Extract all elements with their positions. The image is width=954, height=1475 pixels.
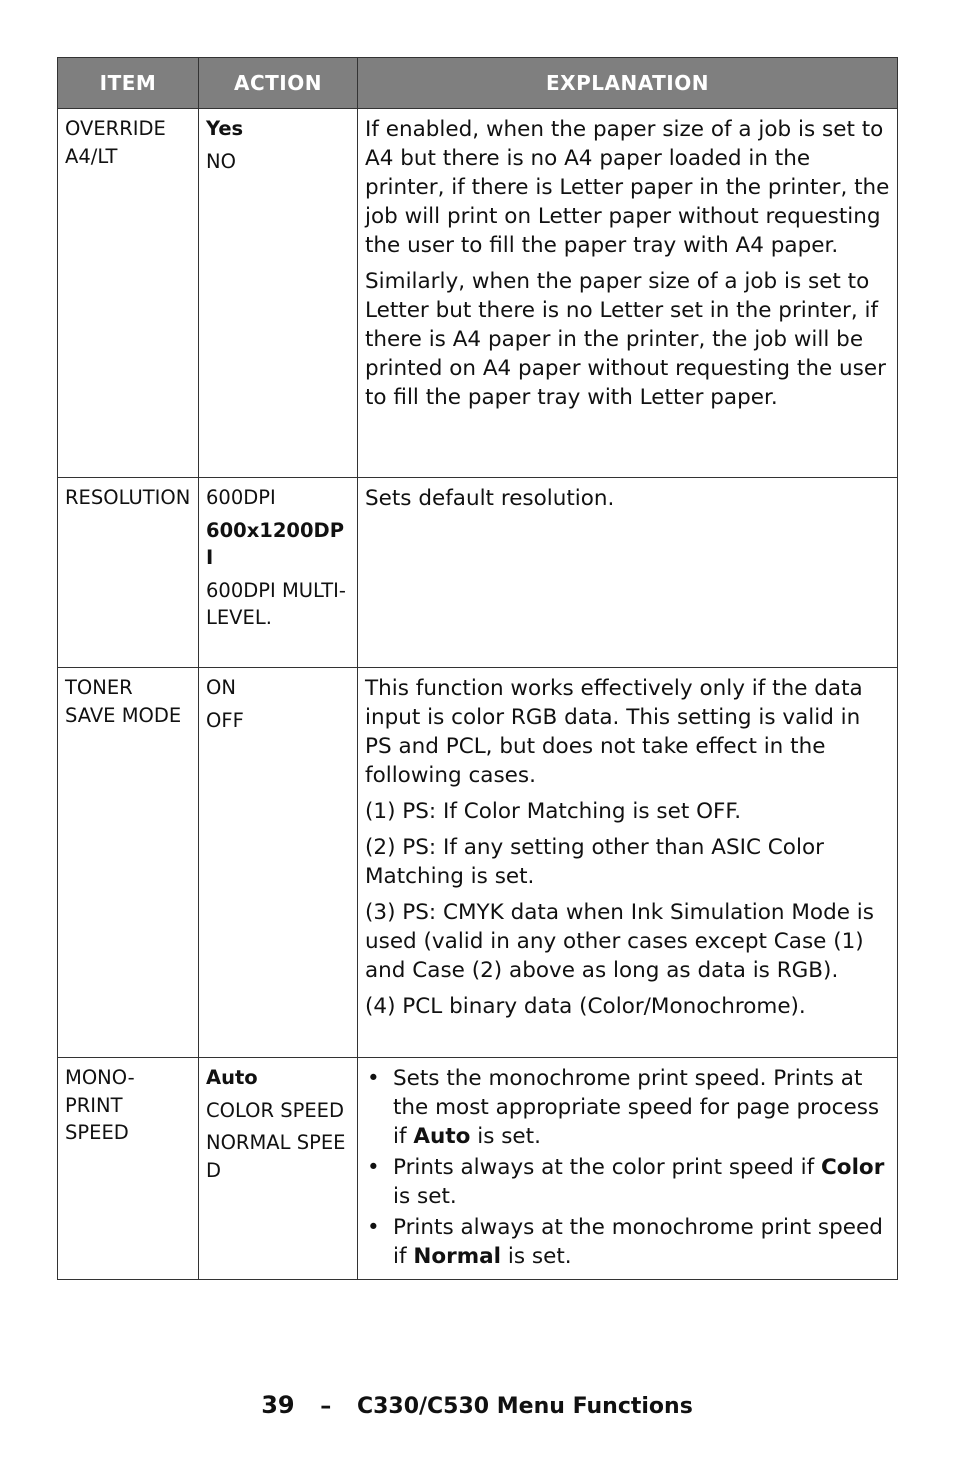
action-option: NO <box>206 149 236 173</box>
action-cell <box>199 668 358 1058</box>
item-label: OVERRIDE <box>65 117 166 140</box>
item-label: MONO- <box>65 1066 135 1089</box>
explanation-paragraph: This function works effectively only if the data input is color RGB data. This setting is valid in PS and PCL, but does not take effect in the following cases. <box>365 676 863 788</box>
bullet-item <box>365 1064 891 1151</box>
item-cell <box>58 1058 199 1280</box>
bullet-item <box>365 1213 891 1271</box>
action-option: 600DPI MULTI-LEVEL. <box>206 578 346 629</box>
item-label: TONER <box>65 676 133 699</box>
bullet-dot-icon: • <box>367 1066 380 1091</box>
bullet-text: Prints always at the color print speed if <box>393 1155 822 1180</box>
table-row-resolution <box>58 478 898 668</box>
table-row-toner-save-mode <box>58 668 898 1058</box>
item-cell <box>58 109 199 478</box>
explanation-paragraph: (1) PS: If Color Matching is set OFF. <box>365 799 742 824</box>
header-item: ITEM <box>58 58 199 109</box>
page-footer <box>0 1391 954 1419</box>
action-option: NORMAL SPEED <box>206 1131 346 1182</box>
explanation-bullet-list <box>365 1064 891 1271</box>
item-label: A4/LT <box>65 144 118 168</box>
menu-functions-table <box>57 57 898 1280</box>
explanation-paragraph: (2) PS: If any setting other than ASIC Color Matching is set. <box>365 835 824 889</box>
item-label: SAVE MODE <box>65 703 182 727</box>
bullet-dot-icon: • <box>367 1215 380 1240</box>
page-number: 39 <box>261 1391 295 1419</box>
explanation-paragraph: (4) PCL binary data (Color/Monochrome). <box>365 994 806 1019</box>
bullet-bold-text: Normal <box>413 1244 502 1269</box>
explanation-cell <box>358 668 898 1058</box>
bullet-text: is set. <box>470 1124 541 1149</box>
item-label: SPEED <box>65 1121 129 1144</box>
item-label: RESOLUTION <box>65 486 191 509</box>
table-header-row <box>58 58 898 109</box>
explanation-cell <box>358 478 898 668</box>
action-option: 600x1200DPI <box>206 518 345 569</box>
action-cell <box>199 478 358 668</box>
item-label: PRINT <box>65 1093 123 1117</box>
explanation-paragraph: Similarly, when the paper size of a job is set to Letter but there is no Letter set in the printer, if there is A4 paper in the printer, the job will be printed on A4 paper without requesting the user to fill the paper tray with Letter paper. <box>365 269 886 410</box>
header-action: ACTION <box>199 58 358 109</box>
bullet-text: Prints always at the monochrome print speed if <box>393 1215 883 1269</box>
explanation-cell <box>358 109 898 478</box>
item-cell <box>58 668 199 1058</box>
bullet-dot-icon: • <box>367 1155 380 1180</box>
action-option: OFF <box>206 708 244 732</box>
action-option: COLOR SPEED <box>206 1098 345 1122</box>
bullet-text: is set. <box>393 1184 457 1209</box>
table-row-mono-print-speed <box>58 1058 898 1280</box>
header-explanation: EXPLANATION <box>358 58 898 109</box>
bullet-text: is set. <box>501 1244 572 1269</box>
explanation-cell <box>358 1058 898 1280</box>
bullet-item <box>365 1153 891 1211</box>
table-row-override-a4lt <box>58 109 898 478</box>
footer-title: C330/C530 Menu Functions <box>356 1394 693 1419</box>
bullet-bold-text: Auto <box>413 1124 471 1149</box>
bullet-text: Sets the monochrome print speed. Prints at the most appropriate speed for page process if <box>393 1066 880 1149</box>
explanation-paragraph: (3) PS: CMYK data when Ink Simulation Mode is used (valid in any other cases except Case (1) and Case (2) above as long as data is RGB). <box>365 900 874 983</box>
bullet-bold-text: Color <box>821 1155 885 1180</box>
item-cell <box>58 478 199 668</box>
action-option: ON <box>206 676 236 699</box>
action-option: Auto <box>206 1066 258 1089</box>
action-cell <box>199 1058 358 1280</box>
action-option: Yes <box>206 117 244 140</box>
explanation-paragraph: Sets default resolution. <box>365 486 615 511</box>
explanation-paragraph: If enabled, when the paper size of a job is set to A4 but there is no A4 paper loaded in the printer, if there is Letter paper in the printer, the job will print on Letter paper without requesting the user to fill the paper tray with A4 paper. <box>365 117 890 258</box>
action-option: 600DPI <box>206 486 276 509</box>
action-cell <box>199 109 358 478</box>
footer-separator: – <box>320 1394 332 1419</box>
